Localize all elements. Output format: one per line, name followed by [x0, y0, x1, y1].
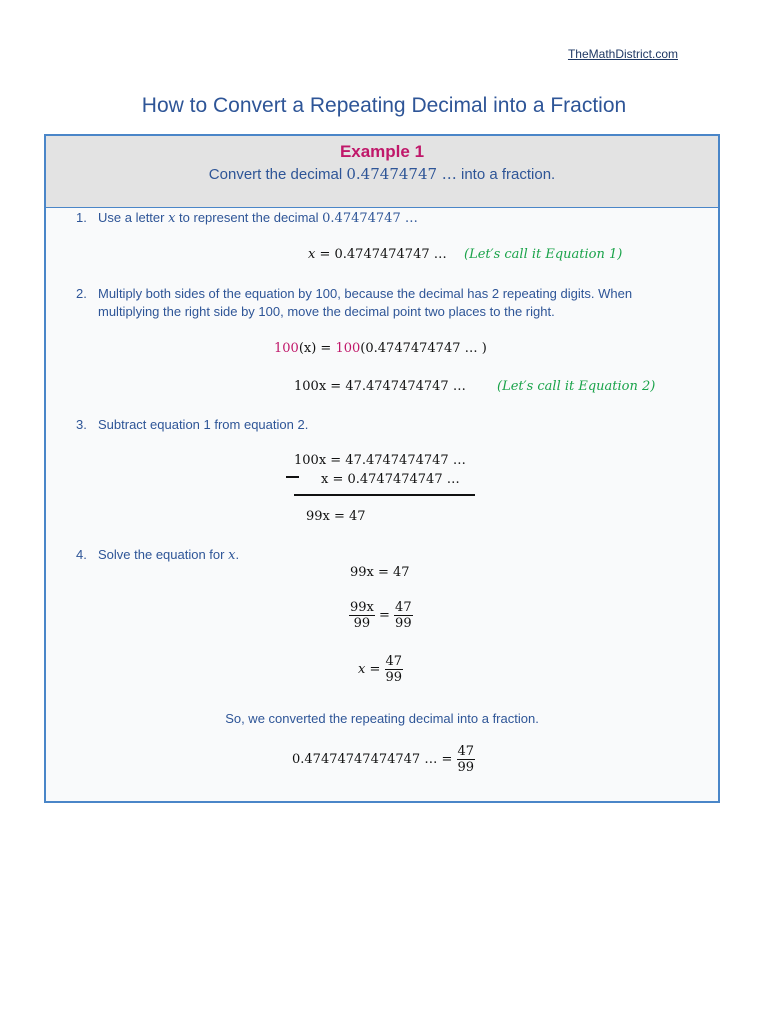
- solve-step-1: 99x = 47: [350, 565, 410, 580]
- example-title: Example 1: [339, 142, 425, 161]
- equation-1-note: (Let′s call it Equation 1): [464, 247, 623, 262]
- equation-1: x = 0.4747474747 …: [308, 247, 447, 262]
- example-subtitle: Convert the decimal 0.47474747 … into a fraction.: [208, 165, 556, 183]
- subtraction-result: 99x = 47: [306, 509, 366, 524]
- site-link[interactable]: TheMathDistrict.com: [567, 47, 678, 61]
- fraction-right: $\frac{47}{99}$: [395, 600, 412, 631]
- example-header: [46, 136, 718, 208]
- conclusion-text: So, we converted the repeating decimal into a fraction.: [225, 711, 539, 726]
- step-number: 4.: [76, 547, 87, 562]
- equation-multiply: 100(x) = 100(0.4747474747 … ): [274, 341, 487, 356]
- step-number: 2.: [76, 286, 87, 301]
- step-number: 1.: [76, 210, 87, 225]
- subtraction-rule: [294, 494, 475, 496]
- step-3: 3. Subtract equation 1 from equation 2.: [76, 417, 309, 432]
- equation-2: 100x = 47.4747474747 …: [294, 379, 466, 394]
- step-2: 2. Multiply both sides of the equation by 100, because the decimal has 2 repeating digits. When multiplying the right side by 100, move the decimal point two places to the right.: [76, 286, 633, 319]
- subtraction-line-2: x = 0.4747474747 …: [321, 472, 460, 487]
- equation-2-note: (Let′s call it Equation 2): [497, 379, 656, 394]
- step-number: 3.: [76, 417, 87, 432]
- page-title: How to Convert a Repeating Decimal into a Fraction: [141, 94, 627, 117]
- subtraction-line-1: 100x = 47.4747474747 …: [294, 453, 466, 468]
- solve-step-2: $\frac{99x}{99}$ = $\frac{47}{99}$: [350, 600, 412, 631]
- minus-sign: [286, 476, 299, 478]
- fraction-final: $\frac{47}{99}$: [457, 744, 475, 775]
- step-1: 1. Use a letter x to represent the decimal 0.47474747 …: [76, 210, 418, 226]
- example-box: [44, 134, 720, 803]
- fraction-result: $\frac{47}{99}$: [385, 654, 403, 685]
- final-equation: 0.47474747474747 … = $\frac{47}{99}$: [292, 744, 475, 775]
- step-4: 4. Solve the equation for x.: [76, 547, 240, 563]
- fraction-left: $\frac{99x}{99}$: [350, 600, 374, 631]
- solve-step-3: x = $\frac{47}{99}$: [358, 654, 403, 685]
